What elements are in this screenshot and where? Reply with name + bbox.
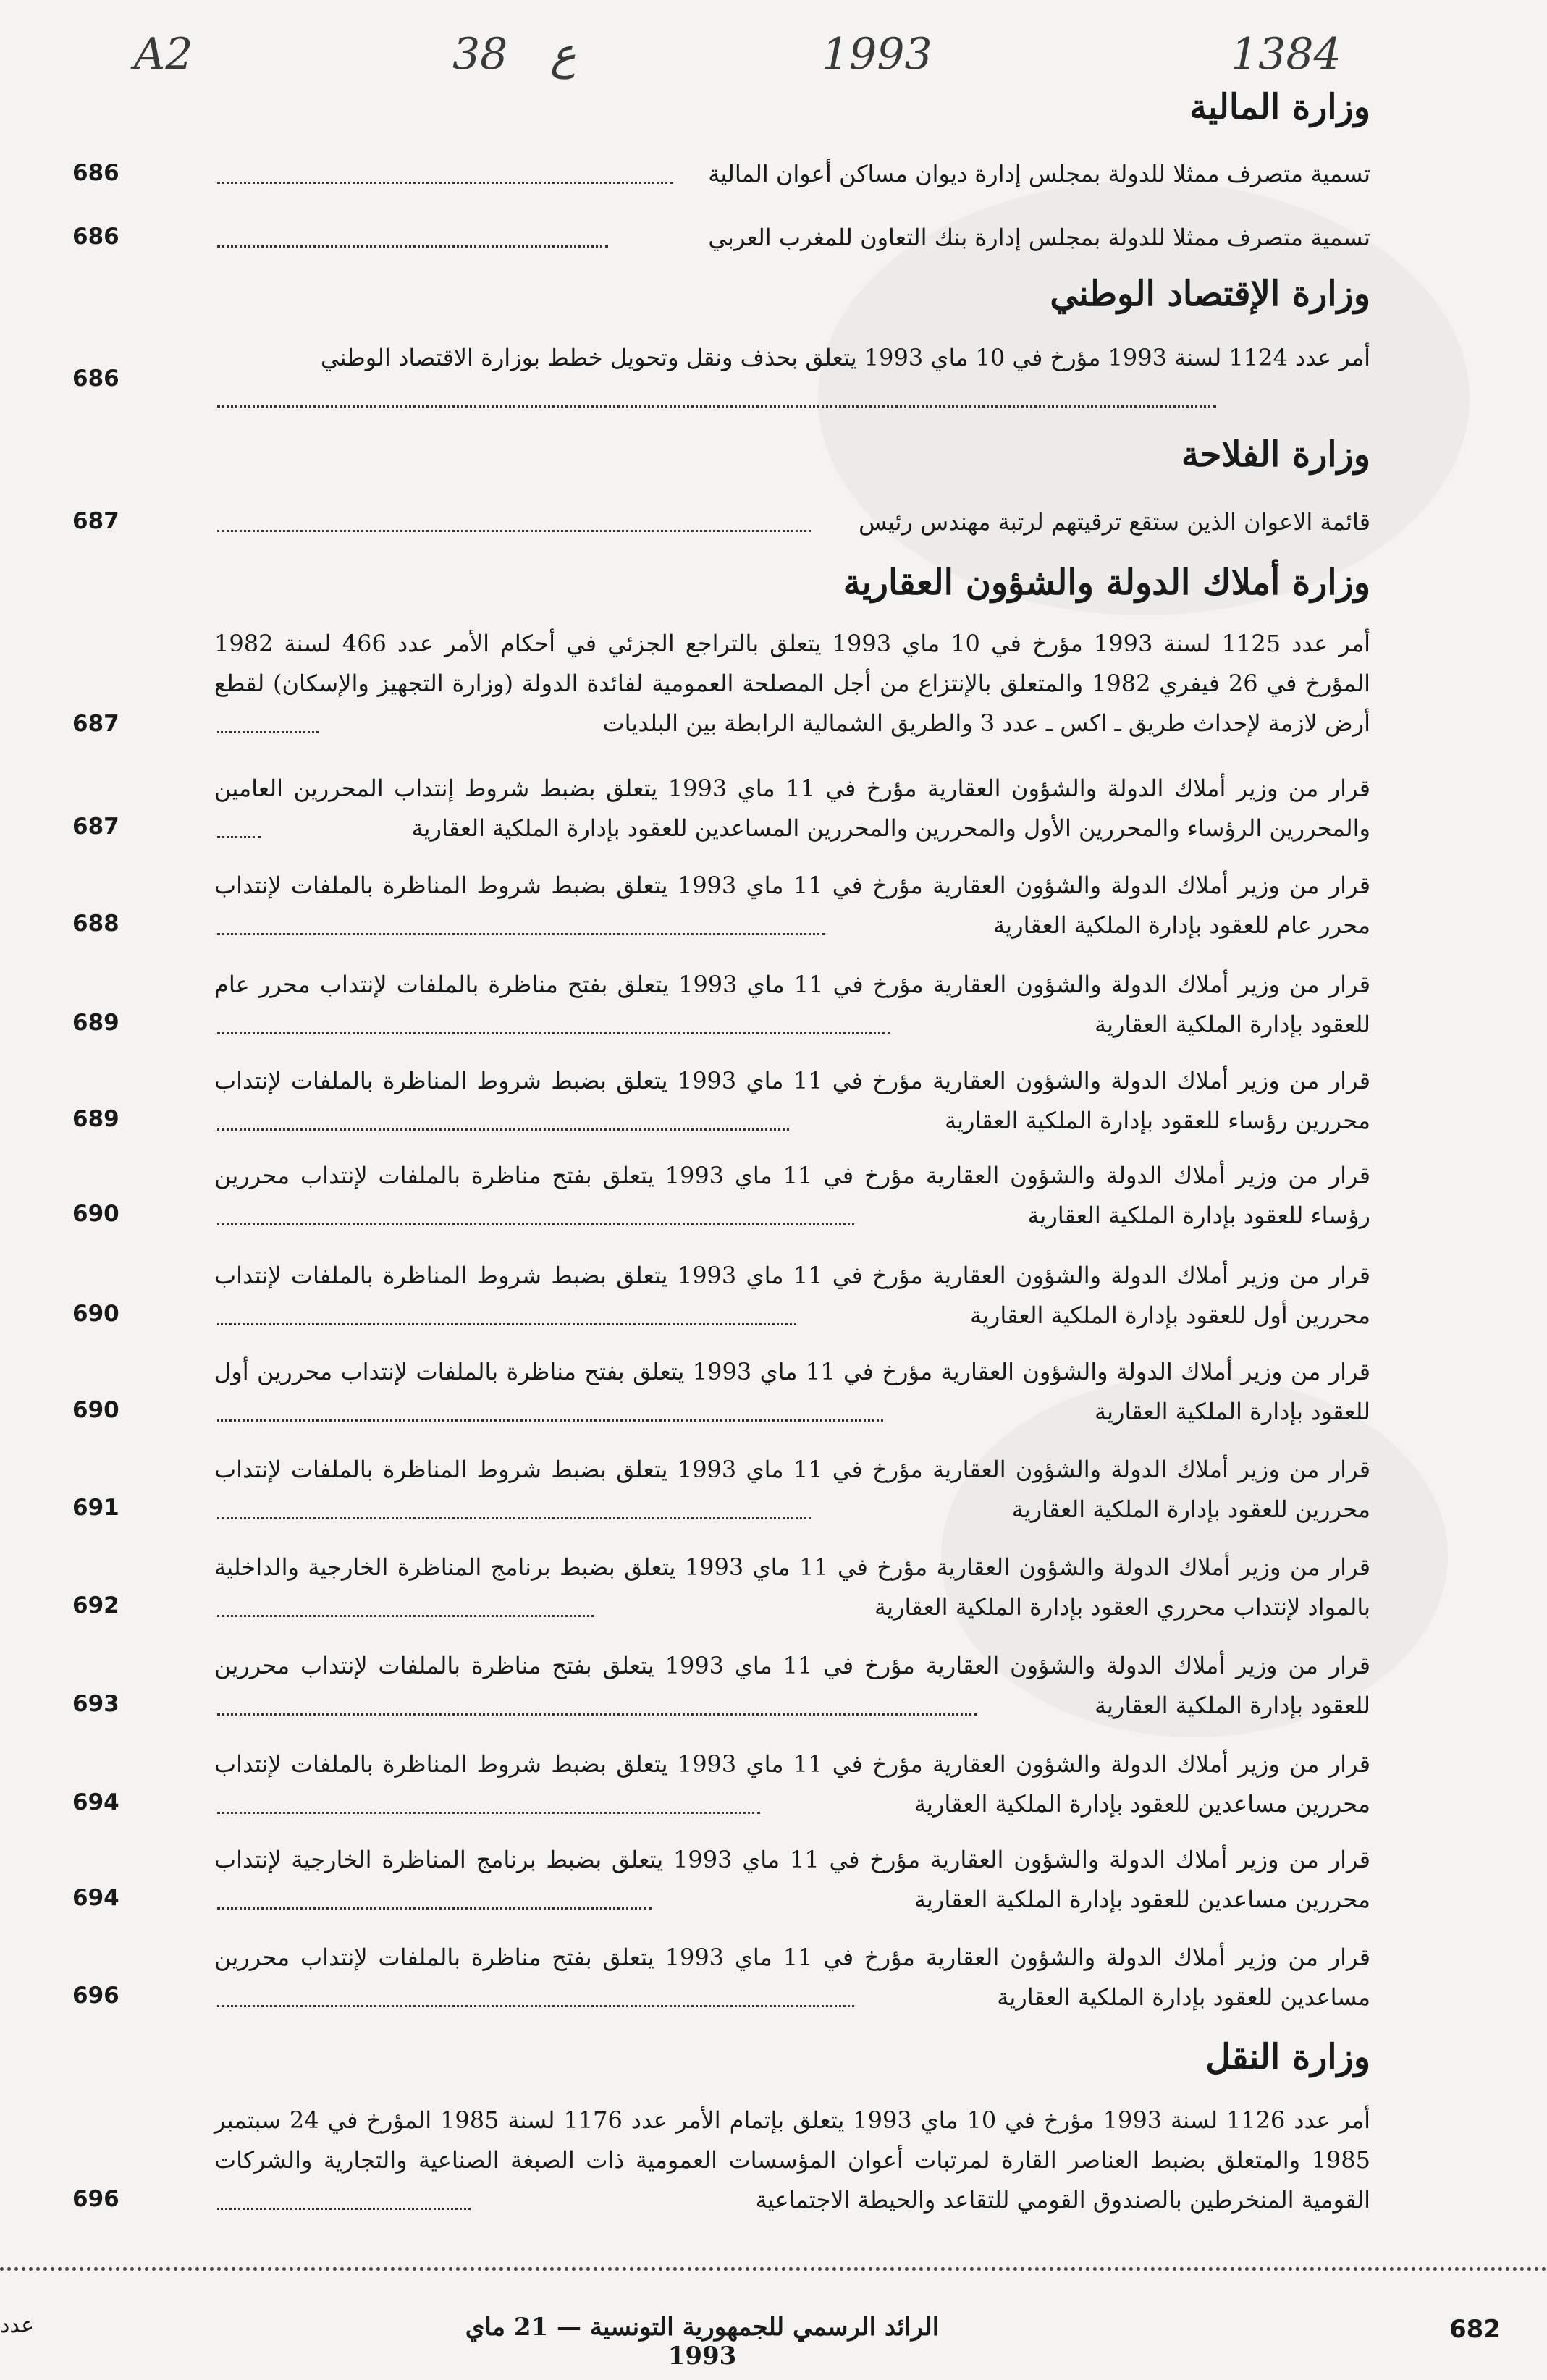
entry-text: قرار من وزير أملاك الدولة والشؤون العقارية مؤرخ في 11 ماي 1993 يتعلق بفتح مناظرة بالملفات لإنتداب محررين رؤساء للعقود بإدارة الملكية العقارية <box>214 1162 1371 1229</box>
entry-text: أمر عدد 1124 لسنة 1993 مؤرخ في 10 ماي 1993 يتعلق بحذف ونقل وتحويل خطط بوزارة الاقتصاد الوطني <box>320 344 1370 371</box>
entry-text: قرار من وزير أملاك الدولة والشؤون العقارية مؤرخ في 11 ماي 1993 يتعلق بضبط شروط المناظرة بالملفات لإنتداب محررين أول للعقود بإدارة الملكية العقارية <box>214 1262 1371 1329</box>
page-ref: 687 <box>72 711 119 737</box>
cropped-text-fragment: عدد <box>0 2313 35 2338</box>
entry-text: قرار من وزير أملاك الدولة والشؤون العقارية مؤرخ في 11 ماي 1993 يتعلق بضبط شروط المناظرة بالملفات لإنتداب محرر عام للعقود بإدارة الملكية العقارية <box>214 872 1371 939</box>
toc-entry <box>72 1061 1370 1141</box>
page-ref: 696 <box>72 1983 119 2009</box>
page-ref: 690 <box>72 1397 119 1423</box>
page-ref: 688 <box>72 911 119 937</box>
entry-text: قرار من وزير أملاك الدولة والشؤون العقارية مؤرخ في 11 ماي 1993 يتعلق بضبط شروط إنتداب المحررين العامين والمحررين الرؤساء والمحررين الأول والمحررين والمحررين المساعدين للعقود بإدارة الملكية العقارية <box>214 775 1371 842</box>
section-heading: وزارة الإقتصاد الوطني <box>1050 274 1370 314</box>
entry-text: قرار من وزير أملاك الدولة والشؤون العقارية مؤرخ في 11 ماي 1993 يتعلق بفتح مناظرة بالملفات لإنتداب محررين للعقود بإدارة الملكية العقارية <box>214 1652 1371 1719</box>
handwritten-note: ع <box>550 29 576 80</box>
toc-entry <box>72 154 1370 194</box>
footer-rule <box>0 2267 1547 2271</box>
page-ref: 696 <box>72 2186 119 2212</box>
page-ref: 687 <box>72 814 119 840</box>
section-heading: وزارة الفلاحة <box>1181 434 1370 475</box>
toc-entry <box>72 866 1370 945</box>
section-heading: وزارة أملاك الدولة والشؤون العقارية <box>843 562 1370 603</box>
handwritten-note: A2 <box>134 29 193 80</box>
toc-entry <box>72 769 1370 848</box>
page-ref: 686 <box>72 160 119 186</box>
handwritten-note: 38 <box>452 29 508 80</box>
entry-text: تسمية متصرف ممثلا للدولة بمجلس إدارة ديوان مساكن أعوان المالية <box>708 160 1370 187</box>
page-ref: 690 <box>72 1301 119 1327</box>
page-ref: 694 <box>72 1885 119 1911</box>
page-ref: 694 <box>72 1789 119 1815</box>
entry-text: قرار من وزير أملاك الدولة والشؤون العقارية مؤرخ في 11 ماي 1993 يتعلق بفتح مناظرة بالملفات لإنتداب محررين أول للعقود بإدارة الملكية العقارية <box>214 1358 1371 1425</box>
entry-text: قرار من وزير أملاك الدولة والشؤون العقارية مؤرخ في 11 ماي 1993 يتعلق بفتح مناظرة بالملفات لإنتداب محرر عام للعقود بإدارة الملكية العقارية <box>214 971 1371 1038</box>
page-ref: 690 <box>72 1201 119 1227</box>
entry-text: قائمة الاعوان الذين ستقع ترقيتهم لرتبة مهندس رئيس <box>859 508 1370 536</box>
toc-entry <box>72 1256 1370 1335</box>
toc-entry <box>72 502 1370 542</box>
entry-text: قرار من وزير أملاك الدولة والشؤون العقارية مؤرخ في 11 ماي 1993 يتعلق بضبط شروط المناظرة بالملفات لإنتداب محررين للعقود بإدارة الملكية العقارية <box>214 1456 1371 1523</box>
page-number: 682 <box>1449 2315 1501 2344</box>
section-heading: وزارة النقل <box>1205 2037 1370 2077</box>
handwritten-note: 1993 <box>822 29 932 80</box>
page-ref: 693 <box>72 1691 119 1717</box>
entry-text: قرار من وزير أملاك الدولة والشؤون العقارية مؤرخ في 11 ماي 1993 يتعلق بفتح مناظرة بالملفات لإنتداب محررين مساعدين للعقود بإدارة الملكية العقارية <box>214 1944 1371 2011</box>
page-ref: 692 <box>72 1592 119 1619</box>
entry-text: قرار من وزير أملاك الدولة والشؤون العقارية مؤرخ في 11 ماي 1993 يتعلق بضبط برنامج المناظرة الخارجية والداخلية بالمواد لإنتداب محرري العقود بإدارة الملكية العقارية <box>214 1553 1371 1621</box>
toc-entry <box>72 1744 1370 1824</box>
toc-entry <box>72 1450 1370 1529</box>
page-ref: 691 <box>72 1495 119 1521</box>
leader-dots <box>217 405 1216 408</box>
journal-footer-title: الرائد الرسمي للجمهورية التونسية — 21 ماي 1993 <box>465 2313 940 2371</box>
entry-text: قرار من وزير أملاك الدولة والشؤون العقارية مؤرخ في 11 ماي 1993 يتعلق بضبط شروط المناظرة بالملفات لإنتداب محررين مساعدين للعقود بإدارة الملكية العقارية <box>214 1750 1371 1818</box>
toc-entry <box>72 338 1370 418</box>
entry-text: تسمية متصرف ممثلا للدولة بمجلس إدارة بنك التعاون للمغرب العربي <box>708 224 1370 251</box>
page-ref: 687 <box>72 508 119 534</box>
entry-text: قرار من وزير أملاك الدولة والشؤون العقارية مؤرخ في 11 ماي 1993 يتعلق بضبط برنامج المناظرة الخارجية لإنتداب محررين مساعدين للعقود بإدارة الملكية العقارية <box>214 1846 1371 1913</box>
toc-entry <box>72 2101 1370 2220</box>
page-ref: 686 <box>72 224 119 250</box>
toc-entry <box>72 1938 1370 2017</box>
page-ref: 689 <box>72 1010 119 1036</box>
toc-entry <box>72 218 1370 258</box>
toc-entry <box>72 624 1370 743</box>
section-heading: وزارة المالية <box>1189 87 1370 127</box>
entry-text: أمر عدد 1125 لسنة 1993 مؤرخ في 10 ماي 1993 يتعلق بالتراجع الجزئي في أحكام الأمر عدد 466 لسنة 1982 المؤرخ في 26 فيفري 1982 والمتعلق بالإنتزاع من أجل المصلحة العمومية لفائدة الدولة (وزارة التجهيز والإسكان) لقطع أرض لازمة لإحداث طريق ـ اكس ـ عدد 3 والطريق الشمالية الرابطة بين البلديات <box>214 630 1371 737</box>
toc-entry <box>72 1352 1370 1432</box>
toc-entry <box>72 1548 1370 1627</box>
toc-entry <box>72 1646 1370 1726</box>
page-ref: 686 <box>72 366 119 392</box>
toc-entry <box>72 1840 1370 1920</box>
page-ref: 689 <box>72 1106 119 1132</box>
entry-text: قرار من وزير أملاك الدولة والشؤون العقارية مؤرخ في 11 ماي 1993 يتعلق بضبط شروط المناظرة بالملفات لإنتداب محررين رؤساء للعقود بإدارة الملكية العقارية <box>214 1067 1371 1134</box>
entry-text: أمر عدد 1126 لسنة 1993 مؤرخ في 10 ماي 1993 يتعلق بإتمام الأمر عدد 1176 لسنة 1985 المؤرخ في 24 سبتمبر 1985 والمتعلق بضبط العناصر القارة لمرتبات أعوان المؤسسات العمومية ذات الصبغة الصناعية والتجارية والشركات القومية المنخرطين بالصندوق القومي للتقاعد والحيطة الاجتماعية <box>214 2106 1371 2214</box>
handwritten-note: 1384 <box>1231 29 1341 80</box>
toc-entry <box>72 965 1370 1045</box>
toc-entry <box>72 1156 1370 1236</box>
